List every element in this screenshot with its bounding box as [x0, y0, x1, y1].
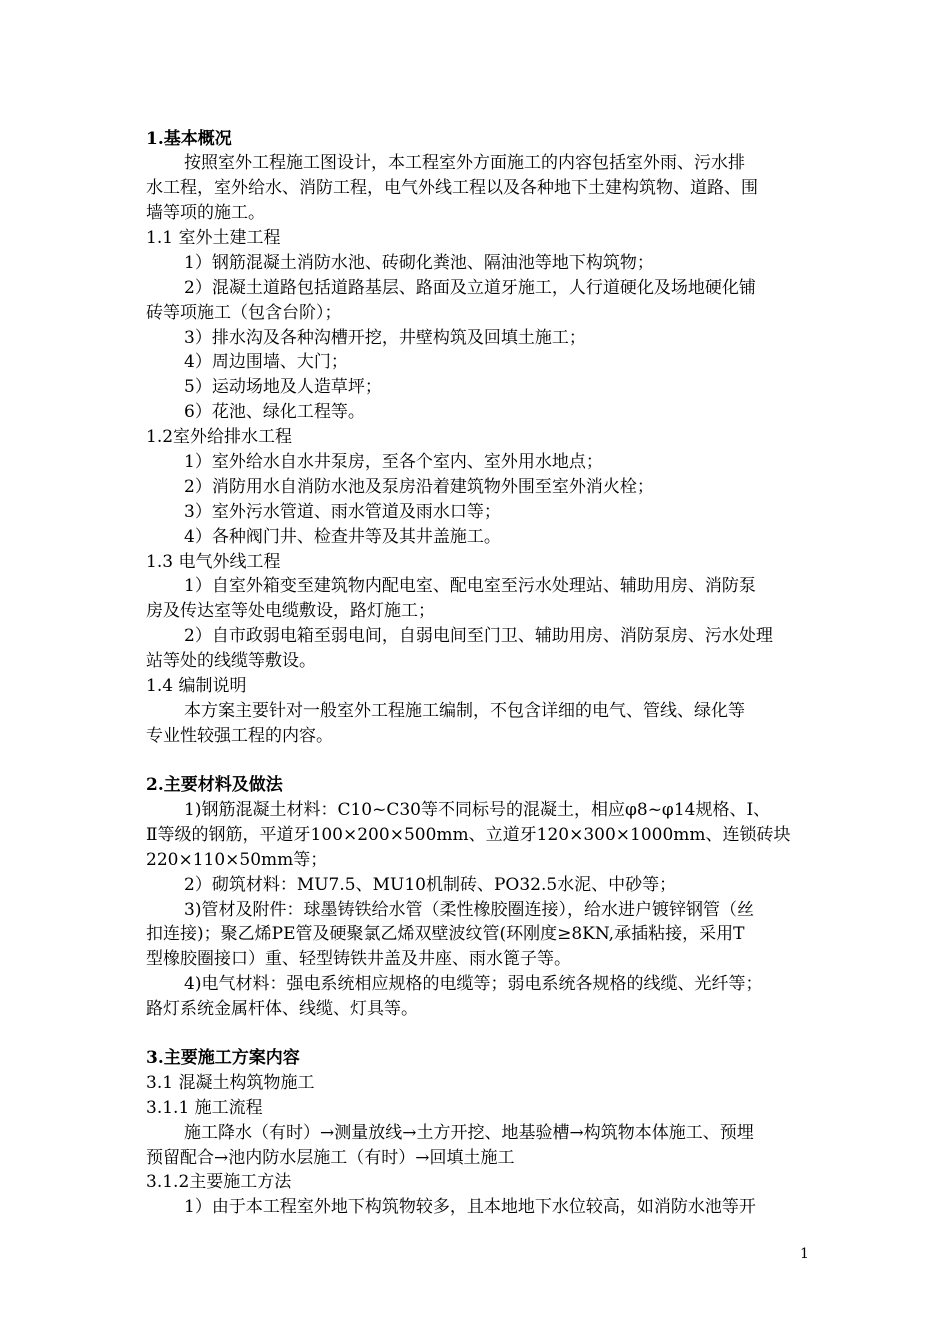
list-item: 4）各种阀门井、检查井等及其井盖施工。	[184, 527, 501, 547]
list-item: 5）运动场地及人造草坪；	[184, 377, 382, 397]
subsection-1-3-title: 1.3 电气外线工程	[146, 552, 281, 572]
paragraph-line: 按照室外工程施工图设计，本工程室外方面施工的内容包括室外雨、污水排	[184, 153, 745, 173]
list-item: 4）周边围墙、大门；	[184, 352, 348, 372]
list-item: 2）自市政弱电箱至弱电间，自弱电间至门卫、辅助用房、消防泵房、污水处理	[184, 626, 773, 646]
paragraph-line: 路灯系统金属杆体、线缆、灯具等。	[146, 999, 418, 1019]
paragraph-line: 扣连接)；聚乙烯PE管及硬聚氯乙烯双壁波纹管(环刚度≥8KN,承插粘接，采用T	[146, 924, 745, 944]
paragraph-line: 3)管材及附件：球墨铸铁给水管（柔性橡胶圈连接），给水进户镀锌钢管（丝	[184, 900, 754, 920]
paragraph-line: 施工降水（有时）→测量放线→土方开挖、地基验槽→构筑物本体施工、预埋	[184, 1123, 754, 1143]
section-1-heading: 1.基本概况	[146, 129, 232, 149]
paragraph-line: 4)电气材料：强电系统相应规格的电缆等；弱电系统各规格的线缆、光纤等；	[184, 974, 763, 994]
subsection-1-4-title: 1.4 编制说明	[146, 676, 247, 696]
paragraph-line: 型橡胶圈接口）重、轻型铸铁井盖及井座、雨水篦子等。	[146, 949, 571, 969]
list-item: 1）钢筋混凝土消防水池、砖砌化粪池、隔油池等地下构筑物；	[184, 253, 654, 273]
list-item: 2）混凝土道路包括道路基层、路面及立道牙施工，人行道硬化及场地硬化铺	[184, 278, 756, 298]
subsection-1-1-title: 1.1 室外土建工程	[146, 228, 281, 248]
section-3-heading: 3.主要施工方案内容	[146, 1048, 300, 1068]
page-number: 1	[800, 1246, 809, 1262]
subsection-3-1-1-title: 3.1.1 施工流程	[146, 1098, 263, 1118]
list-item: 3）排水沟及各种沟槽开挖，井壁构筑及回填土施工；	[184, 328, 586, 348]
subsection-3-1-title: 3.1 混凝土构筑物施工	[146, 1073, 315, 1093]
list-item: 6）花池、绿化工程等。	[184, 402, 365, 422]
paragraph-line: 本方案主要针对一般室外工程施工编制，不包含详细的电气、管线、绿化等	[184, 701, 745, 721]
list-item: 3）室外污水管道、雨水管道及雨水口等；	[184, 502, 501, 522]
list-item-continuation: 砖等项施工（包含台阶）；	[146, 303, 342, 323]
paragraph-line: 2）砌筑材料：MU7.5、MU10机制砖、PO32.5水泥、中砂等；	[184, 875, 677, 895]
paragraph-line: 水工程，室外给水、消防工程，电气外线工程以及各种地下土建构筑物、道路、围	[146, 178, 758, 198]
list-item-continuation: 站等处的线缆等敷设。	[146, 651, 316, 671]
list-item: 2）消防用水自消防水池及泵房沿着建筑物外围至室外消火栓；	[184, 477, 654, 497]
subsection-3-1-2-title: 3.1.2主要施工方法	[146, 1172, 292, 1192]
section-2-heading: 2.主要材料及做法	[146, 775, 283, 795]
list-item: 1）室外给水自水井泵房，至各个室内、室外用水地点；	[184, 452, 603, 472]
paragraph-line: 220×110×50mm等；	[146, 850, 328, 870]
paragraph-line: 1）由于本工程室外地下构筑物较多，且本地地下水位较高，如消防水池等开	[184, 1197, 756, 1217]
paragraph-line: 预留配合→池内防水层施工（有时）→回填土施工	[146, 1148, 515, 1168]
paragraph-line: 墙等项的施工。	[146, 203, 265, 223]
paragraph-line: 1)钢筋混凝土材料：C10~C30等不同标号的混凝土，相应φ8~φ14规格、Ⅰ、	[184, 800, 771, 820]
paragraph-line: Ⅱ等级的钢筋，平道牙100×200×500mm、立道牙120×300×1000mm、连锁砖块	[146, 825, 791, 845]
paragraph-line: 专业性较强工程的内容。	[146, 726, 333, 746]
subsection-1-2-title: 1.2室外给排水工程	[146, 427, 293, 447]
list-item-continuation: 房及传达室等处电缆敷设，路灯施工；	[146, 601, 435, 621]
list-item: 1）自室外箱变至建筑物内配电室、配电室至污水处理站、辅助用房、消防泵	[184, 576, 756, 596]
